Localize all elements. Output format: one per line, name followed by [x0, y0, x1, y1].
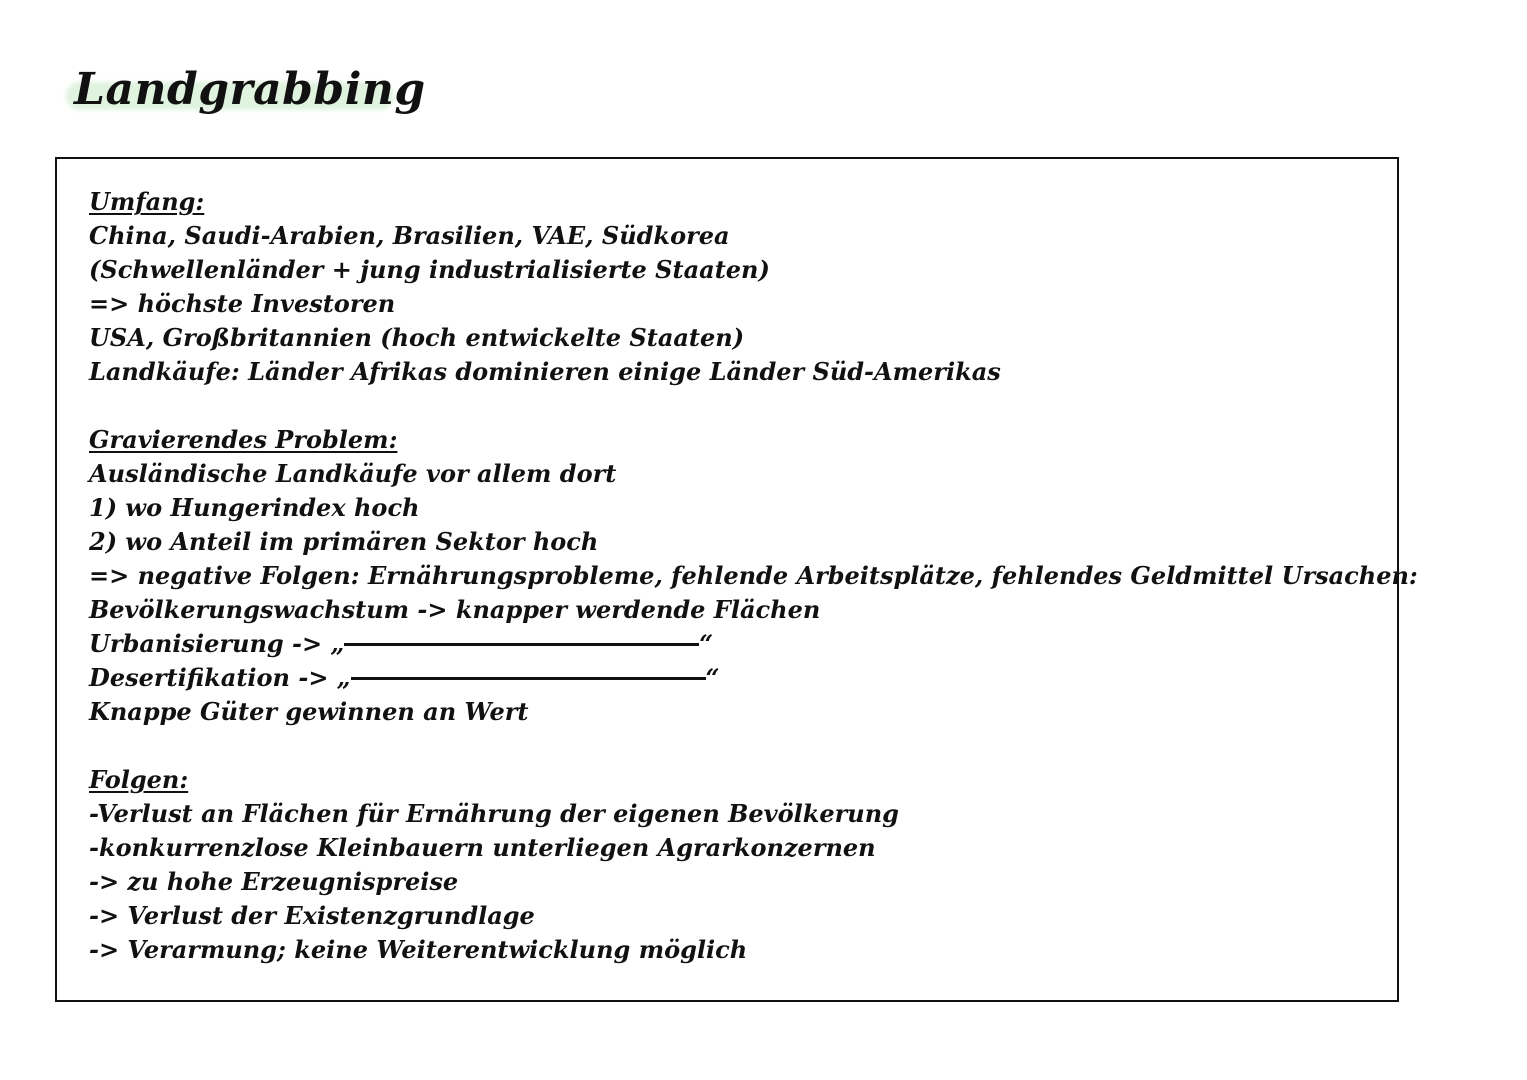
content-box [55, 157, 1418, 1002]
ditto-suffix: “ [705, 663, 720, 692]
text-line: China, Saudi-Arabien, Brasilien, VAE, Südkorea [89, 221, 730, 250]
ditto-rule [351, 677, 706, 680]
section-heading-problem: Gravierendes Problem: [89, 425, 398, 454]
ditto-prefix: Desertifikation -> „ [89, 663, 351, 692]
text-line: -> zu hohe Erzeugnispreise [89, 867, 459, 896]
title-block [66, 60, 426, 120]
text-line: Landkäufe: Länder Afrikas dominieren einige Länder Süd-Amerikas [89, 357, 1001, 386]
text-line: USA, Großbritannien (hoch entwickelte Staaten) [89, 323, 745, 352]
text-line: -Verlust an Flächen für Ernährung der eigenen Bevölkerung [89, 799, 899, 828]
text-line: Ausländische Landkäufe vor allem dort [89, 459, 617, 488]
text-line: -> Verlust der Existenzgrundlage [89, 901, 535, 930]
ditto-line-desertifikation [89, 661, 1377, 695]
section-spacer [89, 729, 1377, 763]
text-line: Knappe Güter gewinnen an Wert [89, 697, 529, 726]
section-spacer [89, 389, 1377, 423]
ditto-line-urbanisierung [89, 627, 1377, 661]
ditto-prefix: Urbanisierung -> „ [89, 629, 345, 658]
ditto-rule [344, 643, 699, 646]
page-title: Landgrabbing [74, 64, 426, 115]
text-line: => negative Folgen: Ernährungsprobleme, fehlende Arbeitsplätze, fehlendes Geldmittel Ursachen: [89, 561, 1418, 590]
section-heading-folgen: Folgen: [89, 765, 189, 794]
text-line: -> Verarmung; keine Weiterentwicklung möglich [89, 935, 748, 964]
section-heading-umfang: Umfang: [89, 187, 205, 216]
text-line: Bevölkerungswachstum -> knapper werdende Flächen [89, 595, 821, 624]
content-text [89, 185, 1418, 967]
text-line: => höchste Investoren [89, 289, 396, 318]
ditto-suffix: “ [699, 629, 714, 658]
text-line: 2) wo Anteil im primären Sektor hoch [89, 527, 599, 556]
text-line: (Schwellenländer + jung industrialisierte Staaten) [89, 255, 770, 284]
text-line: -konkurrenzlose Kleinbauern unterliegen Agrarkonzernen [89, 833, 876, 862]
text-line: 1) wo Hungerindex hoch [89, 493, 420, 522]
